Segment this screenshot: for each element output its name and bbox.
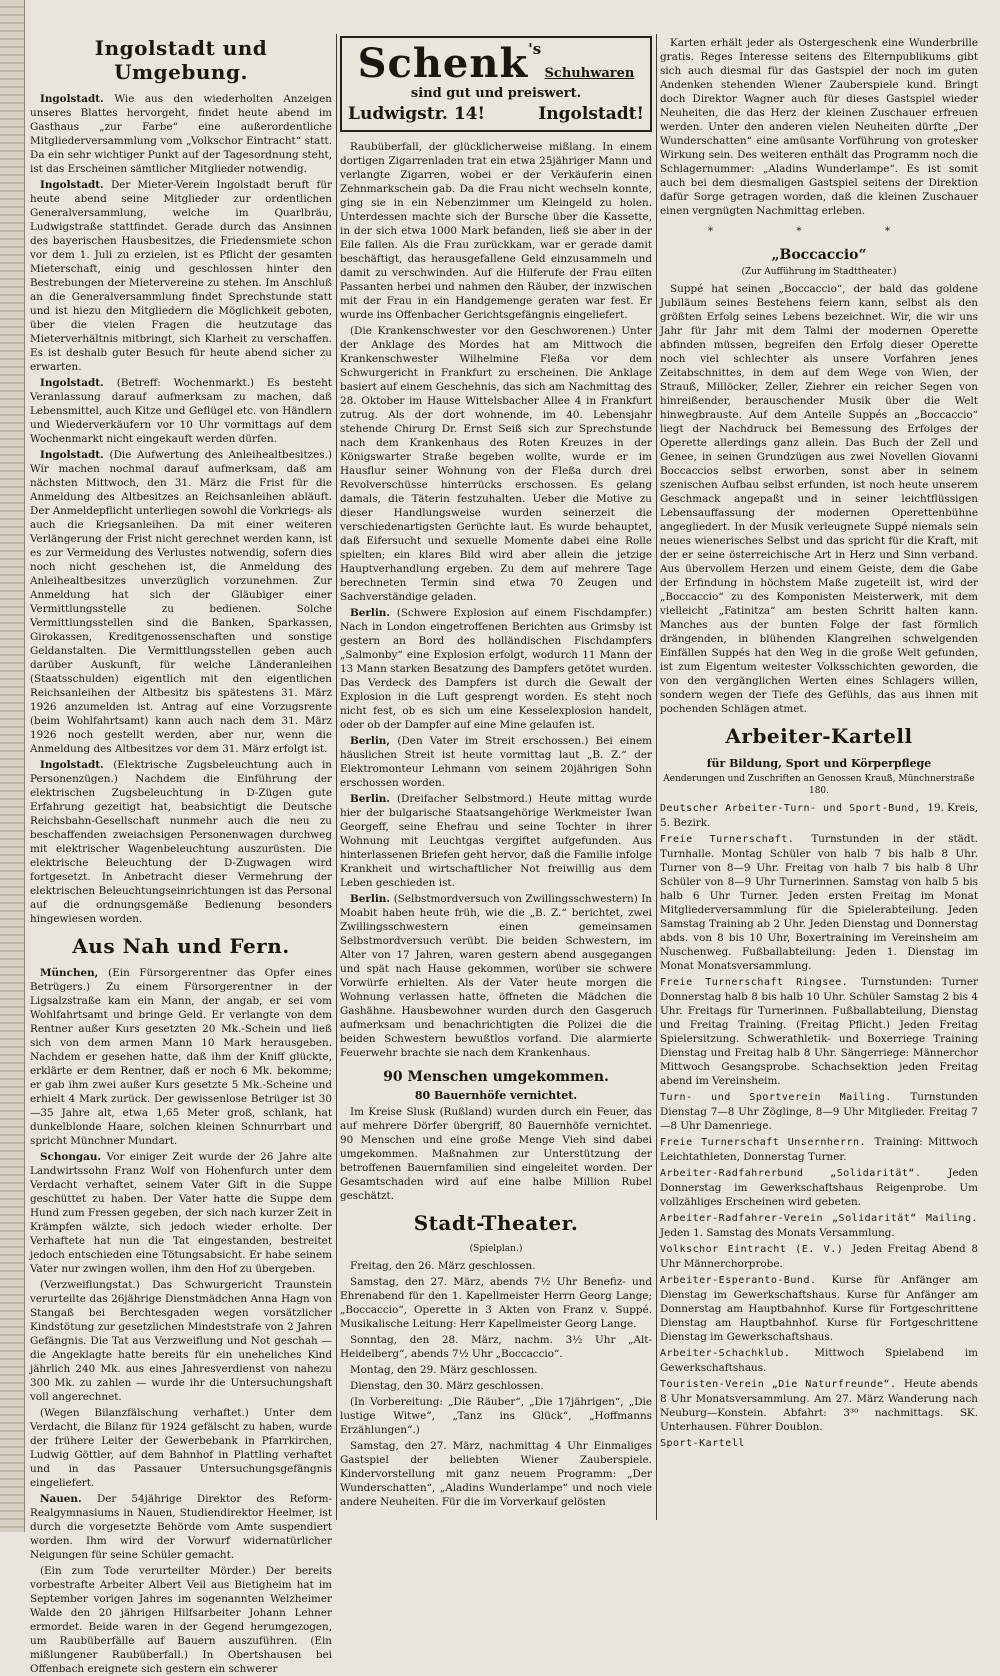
club-entry	[660, 1242, 978, 1271]
article-paragraph	[30, 1150, 332, 1276]
article-text: Vor einiger Zeit wurde der 26 Jahre alte Landwirtssohn Franz Wolf von Hohenfurch unter dem Verdacht verhaftet, seinem Vater Gift in die Suppe geschüttet zu haben. Der Vater hatte die Suppe dem Hund zum Fressen gegeben, der sich nach kurzer Zeit in Krämpfen wälzte, sich jedoch wieder erholte. Der Verhaftete hat nun die Tat eingestanden, bestreitet jedoch entschieden eine Tötungsabsicht. Er habe seinem Vater nur zwingen wollen, ihm den Hof zu übergeben.	[30, 1151, 332, 1275]
article-text: Karten erhält jeder als Ostergeschenk eine Wunderbrille gratis. Reges Interesse seitens des Elternpublikums gibt sich auch diesmal für das Gastspiel der noch im guten Andenken stehenden Wiener Zauberspiele kund. Bringt doch Direktor Wagner auch für dieses Gastspiel wieder Neuheiten, die das Herz der kleinen Zuschauer erfreuen werden. Unter den anderen vielen Neuheiten dürfte „Der Wunderschatten“ eine amüsante Vorführung von grotesker Wirkung sein. Des weiteren enthält das Programm noch die Schlagernummer: „Aladins Wunderlampe“. Es ist somit auch bei dem diesmaligen Gastspiel seitens der Direktion dafür Sorge getragen worden, daß die kleinen Zuschauer einen vergnügten Nachmittag erleben.	[660, 37, 978, 217]
article-text: (Den Vater im Streit erschossen.) Bei einem häuslichen Streit ist heute vormittag laut „B. Z.“ der Elektromonteur Lehmann von seinem 20jährigen Sohn erschossen worden.	[340, 735, 652, 789]
club-details: Turnstunden Dienstag 7—8 Uhr Zöglinge, 8—9 Uhr Mitglieder. Freitag 7—8 Uhr Damenriege.	[660, 1091, 978, 1132]
club-name: Freie Turnerschaft Unsernherrn.	[660, 1137, 875, 1148]
club-details: Turnstunden: Turner Donnerstag halb 8 bis halb 10 Uhr. Schüler Samstag 2 bis 4 Uhr. Freitags für Turnerinnen. Fußballabteilung, Dienstag und Freitag Training. (Freitag Pflicht.) Jeden Freitag Spielersitzung. Schwerathletik- und Boxerriege Training Dienstag und Freitag halb 8 Uhr. Sängerriege: Männerchor Mittwoch Gesangsprobe. Schachsektion jeden Freitag abend im Vereinsheim.	[660, 976, 978, 1087]
section-heading-stadt-theater: Stadt-Theater.	[413, 1211, 579, 1235]
article-list	[30, 92, 332, 926]
column-rule	[336, 34, 337, 1520]
section-heading-ingolstadt: Ingolstadt und Umgebung.	[94, 36, 268, 84]
article-paragraph	[340, 892, 652, 1060]
schedule-entry: Sonntag, den 28. März, nachm. 3½ Uhr „Alt-Heidelberg“, abends 7½ Uhr „Boccaccio“.	[340, 1334, 652, 1360]
column-rule	[656, 34, 657, 1520]
club-details: Mittwoch Spielabend im Gewerkschaftshaus.	[660, 1347, 978, 1374]
article-text: (Verzweiflungstat.) Das Schwurgericht Traunstein verurteilte das 26jährige Dienstmädchen Anna Hagn von Stangaß bei Berchtesgaden wegen vorsätzlicher Kindstötung zur gesetzlichen Mindeststrafe von 2 Jahren Gefängnis. Die Tat aus Verzweiflung und Not geschah — die Angeklagte hatte bereits für ein uneheliches Kind jährlich 240 Mk. aus eines Jahresverdienst von nahezu 300 Mk. zu zahlen — wurde ihr die Untersuchungshaft voll angerechnet.	[30, 1279, 332, 1403]
article-list	[660, 282, 978, 716]
section-heading-aus-nah-und-fern: Aus Nah und Fern.	[72, 934, 290, 958]
article-text: (Wegen Bilanzfälschung verhaftet.) Unter dem Verdacht, die Bilanz für 1924 gefälscht zu haben, wurde der frühere Leiter der Gewerbebank in Pfarrkirchen, Ludwig Göttler, auf dem Bahnhof in Plattling verhaftet und in das Passauer Untersuchungsgefängnis eingeliefert.	[30, 1407, 332, 1489]
club-list	[660, 801, 978, 1451]
schedule-entry: Montag, den 29. März geschlossen.	[350, 1364, 538, 1376]
separator-stars: * * *	[707, 225, 931, 237]
club-entry	[660, 1273, 978, 1344]
column-3	[660, 36, 978, 1520]
section-heading-arbeiter-kartell: Arbeiter-Kartell	[725, 724, 913, 748]
club-details: Turnstunden in der städt. Turnhalle. Montag Schüler von halb 7 bis halb 8 Uhr. Turner von 8—9 Uhr. Freitag von halb 7 bis halb 8 Uhr Schüler von 8—9 Uhr Turnerinnen. Samstag von halb 5 bis halb 6 Uhr Turner. Jeden ersten Freitag im Monat Mitgliederversammlung für die Spielerabteilung. Jeden Samstag Training ab 2 Uhr. Jeden Dienstag und Donnerstag abds. von 8 bis 10 Uhr, Boxertraining im Vereinsheim am Nuschenweg. Fußballabteilung: Jeden 1. Dienstag im Monat Monatsversammlung.	[660, 833, 978, 972]
article-dateline: Schongau.	[40, 1151, 107, 1163]
club-entry	[660, 1436, 978, 1451]
article-text: (Ein Fürsorgerentner das Opfer eines Betrügers.) Zu einem Fürsorgerentner in der Ligsalzstraße kam ein Mann, der angab, er sei vom Wohlfahrtsamt und bringe Geld. Er verlangte von dem Rentner außer Kurs gesetzten 20 Mk.-Schein und ließ sich von dem armen Mann 10 Mark herausgeben. Nachdem er gesehen hatte, daß ihm der Kniff glückte, erklärte er dem Rentner, daß er noch 6 Mk. bekomme; er gab ihm zwei außer Kurs gesetzte 5 Mk.-Scheine und erhielt 4 Mark zurück. Der gewissenlose Betrüger ist 30—35 Jahre alt, etwa 1,65 Meter groß, schlank, hat dunkelblonde Haare, solchen kleinen Schnurrbart und spricht Münchner Mundart.	[30, 967, 332, 1147]
article-text: (Schwere Explosion auf einem Fischdampfer.) Nach in London eingetroffenen Berichten aus Grimsby ist gestern an Bord des holländischen Fischdampfers „Salmonby“ eine Explosion erfolgt, wodurch 11 Mann der 13 Mann starken Besatzung des Dampfers getötet wurden. Das Verdeck des Dampfers ist durch die Gewalt der Explosion in die Luft gesprengt worden. Es steht noch nicht fest, ob es sich um eine Kesselexplosion handelt, oder ob der Dampfer auf eine Mine gelaufen ist.	[340, 607, 652, 731]
article-text: Suppé hat seinen „Boccaccio“, der bald das goldene Jubiläum seines Bestehens feiern kann, selbst als den größten Erfolg seines Lebens bezeichnet. Wir, die wir uns Jahr für Jahr mit dem Talmi der modernen Operette abfinden müssen, begreifen den Erfolg dieser Operette noch viel schlechter als unsere Vorfahren jenes Zeitabschnittes, in dem auf dem Wege von Wien, der Strauß, Millöcker, Zeller, Ziehrer ein reicher Segen von hinreißender, berauschender Musik über die Welt hinwegbrauste. Auf dem Anteile Suppés an „Boccaccio“ liegt der Nachdruck bei Bemessung des Erfolges der Operette allerdings ganz allein. Das Buch der Zell und Genee, in seinen Grundzügen aus zwei Novellen Giovanni Boccaccios selbst erworben, sonst aber in seinem szenischen Aufbau selbst erfunden, ist noch heute unserem Geschmack angepaßt und in seiner leichtflüssigen Lebensauffassung der modernen Operettenbühne angegliedert. In der Musik verleugnete Suppé niemals sein neues wienerisches Selbst und das spricht für die Kraft, mit der er seine österreichische Art in Herz und Sinn verband. Aus übervollem Herzen und einem Geiste, dem die Gabe der Erfindung in höchstem Maße zugeteilt ist, wird der „Boccaccio“ zu des Komponisten Meisterwerk, mit dem vielleicht „Fatinitza“ am besten Schritt halten kann. Manches aus der bunten Folge der fast förmlich drängenden, in blühenden Klangreihen schwelgenden Einfällen Suppés hat den Weg in die große Welt gefunden, ist zum Eigentum weitester Volksschichten geworden, die von den vergänglichen Werten eines Schlagers willen, sondern wegen der Tiefe des Gefühls, das aus ihnen mit pochenden Schlägen atmet.	[660, 283, 978, 715]
article-dateline: Berlin,	[350, 735, 398, 747]
section-subheading: (Spielplan.)	[469, 1244, 523, 1254]
ad-title: Schenk	[357, 40, 529, 87]
ad-city: Ingolstadt!	[538, 104, 644, 124]
club-name: Deutscher Arbeiter-Turn- und Sport-Bund,	[660, 803, 928, 814]
article-paragraph	[30, 1492, 332, 1562]
article-text: (Die Aufwertung des Anleihealtbesitzes.) Wir machen nochmal darauf aufmerksam, daß am nächsten Mittwoch, den 31. März die Frist für die Anmeldung des Altbesitzes an Reichsanleihen abläuft. Der Anmeldepflicht unterliegen sowohl die Vorkriegs- als auch die Kriegsanleihen. Da mit einer weiteren Verlängerung der Frist nicht gerechnet werden kann, ist es zur Vermeidung des Verlustes notwendig, sofern dies noch nicht geschehen ist, die Anmeldung des Anleihealtbesitzes unverzüglich vorzunehmen. Zur Anmeldung hat sich der Gläubiger einer Vermittlungsstelle zu bedienen. Solche Vermittlungsstellen sind die Banken, Sparkassen, Girokassen, Kreditgenossenschaften und sonstige Geldanstalten. Die Vermittlungsstellen geben auch darüber Auskunft, für welche Länderanleihen (Staatsschulden) eigentlich mit den eigentlichen Reichsanleihen der Altbesitz bis spätestens 31. März 1926 anzumelden ist. Antrag auf eine Vorzugsrente (beim Wohlfahrtsamt) kann auch nach dem 31. März 1926 noch gestellt werden, aber nur, wenn die Anmeldung des Altbesitzes vor dem 31. März erfolgt ist.	[30, 449, 332, 755]
article-list	[340, 1105, 652, 1203]
article-paragraph	[30, 1564, 332, 1676]
article-paragraph	[660, 36, 978, 218]
article-text: (Selbstmordversuch von Zwillingsschwestern) In Moabit haben heute früh, wie die „B. Z.“ berichtet, zwei Zwillingsschwestern einen gemeinsamen Selbstmordversuch verübt. Die beiden Schwestern, im Alter von 17 Jahren, waren gestern abend ausgegangen und spät nach Hause gekommen, worüber sie schwere Vorwürfe erhielten. Als der Vater heute morgen die Wohnung verlassen hatte, öffneten die Mädchen die Gashähne. Hausbewohner wurden durch den Gasgeruch aufmerksam und benachrichtigten die Polizei die die beiden Schwestern bewußtlos vorfand. Die alarmierte Feuerwehr brachte sie nach dem Krankenhaus.	[340, 893, 652, 1059]
article-paragraph	[30, 92, 332, 176]
schedule-entry: Dienstag, den 30. März geschlossen.	[350, 1380, 544, 1392]
article-paragraph	[30, 1406, 332, 1490]
article-paragraph	[30, 758, 332, 926]
article-paragraph	[340, 324, 652, 604]
club-name: Arbeiter-Radfahrerbund „Solidarität“.	[660, 1168, 949, 1179]
club-entry	[660, 832, 978, 973]
article-text: Der 54jährige Direktor des Reform-Realgymnasiums in Nauen, Studiendirektor Heelmer, ist durch die vorgesetzte Behörde vom Amte suspendiert worden. Ihm wird der Vorwurf widernatürlicher Neigungen für seine Schüler gemacht.	[30, 1493, 332, 1561]
section-heading-boccaccio: „Boccaccio“	[771, 247, 867, 263]
article-dateline: Ingolstadt.	[40, 377, 117, 389]
ad-address: Ludwigstr. 14!	[348, 104, 485, 124]
article-text: (Die Krankenschwester vor den Geschworenen.) Unter der Anklage des Mordes hat am Mittwoch die Krankenschwester Wilhelmine Fleßa vor dem Schwurgericht in Frankfurt zu erscheinen. Die Anklage basiert auf einem Geschehnis, das sich am Nachmittag des 28. Oktober im Hause Wittelsbacher Allee 4 in Frankfurt zutrug. Als der dort wohnende, im 40. Lebensjahr stehende Chirurg Dr. Ernst Seiß sich zur Sprechstunde nach dem Krankenhaus des Roten Kreuzes in der Königswarter Straße begeben wollte, wurde er im Hausflur seiner Wohnung von der Fleßa durch drei Revolverschüsse hinterrücks erschossen. Es gelang damals, die Täterin festzuhalten. Ueber die Motive zu dieser Handlungsweise wurden seinerzeit die verschiedenartigsten Gerüchte laut. Es wurde behauptet, daß Eifersucht und sexuelle Momente dabei eine Rolle spielten; ein klares Bild wird aber allein die jetzige Hauptverhandlung ergeben. Zu dem auf mehrere Tage berechneten Termin sind etwa 70 Zeugen und Sachverständige geladen.	[340, 325, 652, 603]
article-paragraph	[30, 1278, 332, 1404]
article-dateline: Berlin.	[350, 893, 394, 905]
column-1	[30, 36, 332, 1675]
club-entry	[660, 1135, 978, 1164]
club-entry	[660, 1346, 978, 1375]
article-list	[660, 36, 978, 218]
club-name: Turn- und Sportverein Mailing.	[660, 1092, 911, 1103]
club-details: Heute abends 8 Uhr Monatsversammlung. Am 27. März Wanderung nach Neuburg—Konstein. Abfahrt: 3³⁰ nachmittags. SK. Unterhausen. Führer Doublon.	[660, 1378, 979, 1433]
article-dateline: Ingolstadt.	[40, 179, 111, 191]
article-text: (Betreff: Wochenmarkt.) Es besteht Veranlassung darauf aufmerksam zu machen, daß Lebensmittel, auch Kitze und Geflügel etc. von Händlern und Wiederverkäufern vor 10 Uhr vormittags auf dem Wochenmarkt nicht eingekauft werden dürfen.	[30, 377, 332, 445]
article-dateline: Berlin.	[350, 607, 397, 619]
section-subheading: für Bildung, Sport und Körperpflege	[706, 757, 932, 770]
advertisement-schenk	[340, 36, 652, 132]
club-entry	[660, 801, 978, 830]
schedule-entry: Samstag, den 27. März, abends 7½ Uhr Benefiz- und Ehrenabend für den 1. Kapellmeister Herrn Georg Lange; „Boccaccio“, Operette in 3 Akten von Franz v. Suppé. Musikalische Leitung: Herr Kapellmeister Georg Lange.	[340, 1276, 652, 1330]
ad-title-rest: Schuhwaren	[544, 66, 635, 81]
theater-schedule	[340, 1259, 652, 1509]
schedule-entry: (In Vorbereitung: „Die Räuber“, „Die 17jährigen“, „Die lustige Witwe“, „Tanz ins Glück“, „Hoffmanns Erzählungen“.)	[340, 1396, 652, 1436]
section-heading-90-menschen: 90 Menschen umgekommen.	[383, 1069, 609, 1085]
club-name: Arbeiter-Schachklub.	[660, 1348, 815, 1359]
article-text: (Dreifacher Selbstmord.) Heute mittag wurde hier der bulgarische Staatsangehörige Werkmeister Iwan Georgeff, seine Ehefrau und seine Tochter in ihrer Wohnung mit Leuchtgas vergiftet aufgefunden. Aus hinterlassenen Briefen geht hervor, daß die Familie infolge Krankheit und wirtschaftlicher Not freiwillig aus dem Leben geschieden ist.	[340, 793, 652, 889]
schedule-entry: Samstag, den 27. März, nachmittag 4 Uhr Einmaliges Gastspiel der beliebten Wiener Zauberspiele. Kindervorstellung mit ganz neuem Programm: „Der Wunderschatten“, „Aladins Wunderlampe“ und noch viele andere Neuheiten. Für die im Vorverkauf gelösten	[340, 1440, 652, 1508]
club-details: Jeden Donnerstag im Gewerkschaftshaus Reigenprobe. Um vollzähliges Erscheinen wird gebeten.	[660, 1167, 978, 1208]
club-entry	[660, 975, 978, 1088]
club-name: Touristen-Verein „Die Naturfreunde“.	[660, 1379, 904, 1390]
club-details: 19. Kreis, 5. Bezirk.	[660, 802, 979, 829]
article-dateline: Ingolstadt.	[40, 449, 110, 461]
club-details: Jeden 1. Samstag des Monats Versammlung.	[660, 1227, 895, 1239]
article-text: Der Mieter-Verein Ingolstadt beruft für heute abend seine Mitglieder zur ordentlichen Generalversammlung, welche im Quarlbräu, Ludwigstraße stattfindet. Gerade durch das Ansinnen des bayerischen Hausbesitzes, die Friedensmiete schon vor dem 1. Juli zu erzielen, ist es Pflicht der gesamten Mieterschaft, einig und geschlossen hinter den Bestrebungen der Mietervereine zu stehen. Im Anschluß an die Generalversammlung findet Sprechstunde statt und ist hiezu den Mitgliedern die Möglichkeit geboten, über die vielen Fragen die heutzutage das Mieterverhältnis mitbringt, sich Klarheit zu verschaffen. Es ist deshalb guter Besuch für heute abend sicher zu erwarten.	[30, 179, 332, 373]
article-paragraph	[30, 178, 332, 374]
club-details: Training: Mittwoch Leichtathleten, Donnerstag Turner.	[660, 1136, 978, 1163]
club-details: Jeden Freitag Abend 8 Uhr Männerchorprobe.	[660, 1243, 978, 1270]
article-list	[30, 966, 332, 1676]
article-dateline: Berlin.	[350, 793, 397, 805]
article-text: Raubüberfall, der glücklicherweise mißlang. In einem dortigen Zigarrenladen trat ein etwa 25jähriger Mann und verlangte Zigarren, wobei er der Verkäuferin einen Zehnmarkschein gab. Da die Frau nicht wechseln konnte, ging sie in ein Nebenzimmer um Kleingeld zu holen. Unterdessen machte sich der Bursche über die Kassette, in der sich etwa 1000 Mark befanden, ließ sie aber in der Eile fallen. Als die Frau zurückkam, war er gerade damit beschäftigt, das herausgefallene Geld einzusammeln und damit zu verschwinden. Auf die Hilferufe der Frau eilten Passanten herbei und nahmen den Räuber, der inzwischen mit der Frau in ein Handgemenge geraten war fest. Er wurde ins Offenbacher Gerichtsgefängnis eingeliefert.	[340, 141, 652, 321]
article-paragraph	[340, 1105, 652, 1203]
club-name: Sport-Kartell	[660, 1438, 745, 1449]
article-paragraph	[660, 282, 978, 716]
article-paragraph	[30, 966, 332, 1148]
article-dateline: München,	[40, 967, 109, 979]
column-2	[340, 36, 652, 1520]
club-entry	[660, 1166, 978, 1209]
left-page-edge	[0, 0, 25, 1532]
schedule-entry: Freitag, den 26. März geschlossen.	[350, 1260, 536, 1272]
article-dateline: Ingolstadt.	[40, 93, 115, 105]
club-details: Kurse für Anfänger am Dienstag im Gewerkschaftshaus. Kurse für Anfänger am Donnerstag am Hauptbahnhof. Kurse für Fortgeschrittene Dienstag am Hauptbahnhof. Kurse für Fortgeschrittene Dienstag im Gewerkschaftshaus.	[660, 1274, 978, 1343]
article-dateline: Nauen.	[40, 1493, 97, 1505]
article-text: (Elektrische Zugsbeleuchtung auch in Personenzügen.) Nachdem die Einführung der elektrischen Zugsbeleuchtung in D-Zügen gute Erfahrung gezeitigt hat, beabsichtigt die Deutsche Reichsbahn-Gesellschaft nunmehr auch die neu zu beschaffenden zweiachsigen Personenwagen durchweg mit elektrischer Wagenbeleuchtung auszurüsten. Die elektrische Beleuchtung der D-Zugwagen wird fortgesetzt. In Anbetracht dieser Vermehrung der elektrischen Beleuchtungseinrichtungen ist das Personal auf die ordnungsgemäße Bedienung besonders hingewiesen worden.	[30, 759, 332, 925]
article-text: (Ein zum Tode verurteilter Mörder.) Der bereits vorbestrafte Arbeiter Albert Veil aus Bietigheim hat im September vorigen Jahres im sogenannten Welzheimer Walde den 20 jährigen Hilfsarbeiter Johann Lehner ermordet. Beide waren in der Gegend herumgezogen, um Raubüberfälle auf Bauern auszuführen. (Ein mißlungener Raubüberfall.) In Obertshausen bei Offenbach ereignete sich gestern ein schwerer	[30, 1565, 332, 1675]
section-note: Aenderungen und Zuschriften an Genossen Krauß, Münchnerstraße 180.	[663, 774, 975, 796]
article-paragraph	[340, 140, 652, 322]
ad-title-suffix: 's	[528, 40, 542, 58]
club-name: Volkschor Eintracht (E. V.)	[660, 1244, 853, 1255]
section-subheading: (Zur Aufführung im Stadttheater.)	[741, 267, 897, 277]
article-text: Wie aus den wiederholten Anzeigen unseres Blattes hervorgeht, findet heute abend im Gasthaus „zur Farbe“ eine außerordentliche Mitgliederversammlung vom „Volkschor Eintracht“ statt. Da ein sehr wichtiger Punkt auf der Tagesordnung steht, ist das Erscheinen sämtlicher Mitglieder notwendig.	[30, 93, 332, 175]
article-list	[340, 140, 652, 1060]
article-paragraph	[340, 606, 652, 732]
club-name: Freie Turnerschaft.	[660, 834, 812, 845]
article-paragraph	[30, 376, 332, 446]
article-dateline: Ingolstadt.	[40, 759, 114, 771]
article-paragraph	[340, 734, 652, 790]
club-entry	[660, 1211, 978, 1240]
section-subheading: 80 Bauernhöfe vernichtet.	[414, 1089, 578, 1102]
article-paragraph	[30, 448, 332, 756]
club-name: Freie Turnerschaft Ringsee.	[660, 977, 861, 988]
club-entry	[660, 1090, 978, 1133]
article-text: Im Kreise Slusk (Rußland) wurden durch ein Feuer, das auf mehrere Dörfer übergriff, 80 Bauernhöfe vernichtet. 90 Menschen und eine große Menge Vieh sind dabei umgekommen. Maßnahmen zur Unterstützung der betroffenen Bauernfamilien sind eingeleitet worden. Der Gesamtschaden wird auf eine halbe Million Rubel geschätzt.	[340, 1106, 652, 1202]
club-name: Arbeiter-Radfahrer-Verein „Solidarität“ Mailing.	[660, 1213, 978, 1224]
club-name: Arbeiter-Esperanto-Bund.	[660, 1275, 832, 1286]
article-paragraph	[340, 792, 652, 890]
ad-tagline: sind gut und preiswert.	[410, 86, 582, 101]
club-entry	[660, 1377, 978, 1434]
